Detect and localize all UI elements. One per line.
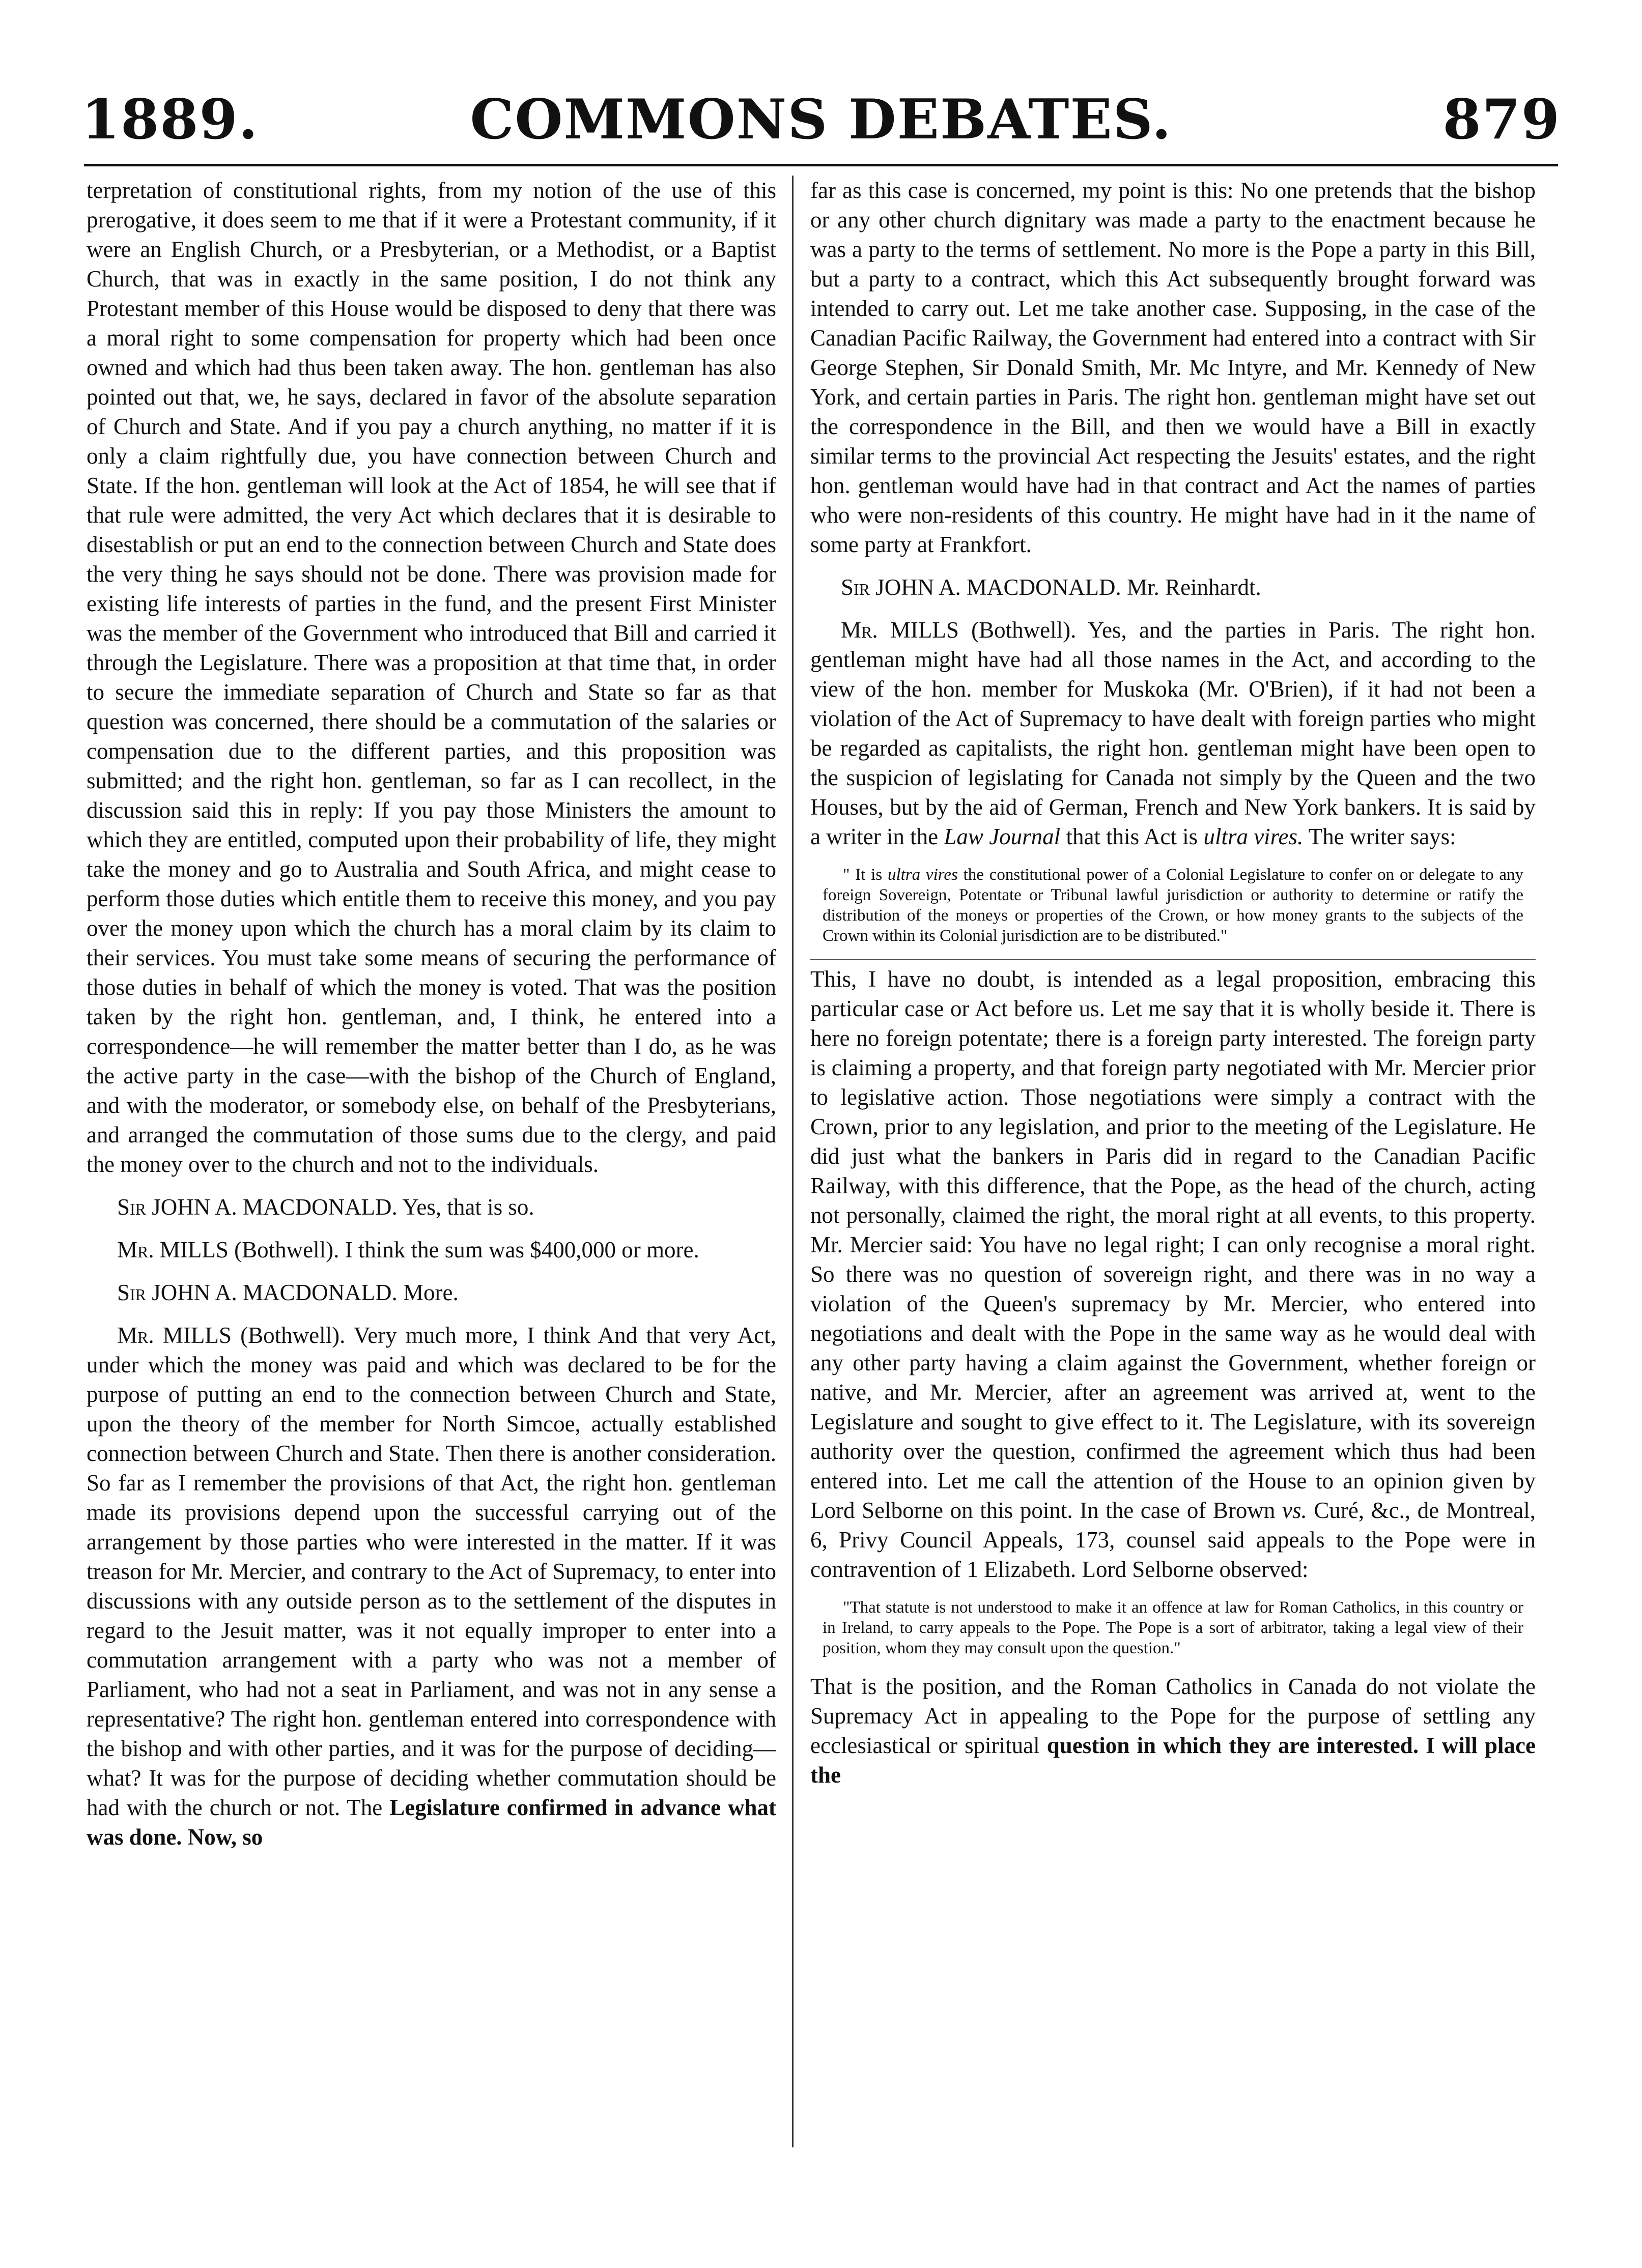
block-quote-2: "That statute is not understood to make it an offence at law for Roman Catholics, in this country or in Ireland, to carry appeals to the Pope. The Pope is a sort of arbitrator, taking a legal view of their position, whom they may consult upon the question." <box>823 1598 1523 1657</box>
left-paragraph-5 <box>87 1320 776 1852</box>
speech-text: (Bothwell). Yes, and the parties in Paris. The right hon. gentleman might have had all those names in the Act, and according to the view of the hon. member for Muskoka (Mr. O'Brien), if it had not been a violation of the Act of Supremacy to have dealt with foreign parties who might be regarded as capitalists, the right hon. gentleman might have been open to the suspicion of legislating for Canada not simply by the Queen and the two Houses, but by the aid of German, French and New York bankers. It is said by a writer in the <box>810 617 1536 849</box>
right-paragraph-4 <box>810 964 1536 1584</box>
speaker-name: Mr. MILLS <box>841 617 959 643</box>
speech-text: (Bothwell). I think the sum was $400,000 or more. <box>234 1237 699 1262</box>
left-paragraph-2 <box>87 1192 776 1222</box>
header-page-number: 879 <box>1442 88 1561 152</box>
header-year: 1889. <box>81 88 259 152</box>
speech-text: That is the position, and the Roman Catholics in Canada do not violate the Supremacy Act in appealing to the Pope for the purpose of settling any ecclesiastical or spiritual <box>810 1674 1536 1758</box>
speaker-name: Mr. MILLS <box>117 1237 229 1262</box>
speech-text: that this Act is <box>1066 824 1198 849</box>
speaker-name: Sir JOHN A. MACDONALD. <box>117 1194 398 1220</box>
speech-text: This, I have no doubt, is intended as a legal proposition, embracing this particular case or Act before us. Let me say that it is wholly beside it. There is here no foreign potentate; there is a foreign party interested. The foreign party is claiming a property, and that foreign party negotiated with Mr. Mercier prior to legislative action. Those negotiations were simply a contract with the Crown, prior to any legislation, and prior to the meeting of the Legislature. He did just what the bankers in Paris did in regard to the Canadian Pacific Railway, with this difference, that the Pope, as the head of the church, acting not personally, claimed the right, the moral right at all events, to this property. Mr. Mercier said: You have no legal right; I can only recognise a moral right. So there was no question of sovereign right, and there was in no way a violation of the Queen's supremacy by Mr. Mercier, who entered into negotiations and dealt with the Pope in the same way as he would deal with any other party having a claim against the Government, whether foreign or native, and Mr. Mercier, after an agreement was arrived at, went to the Legislature and sought to give effect to it. The Legislature, with its sovereign authority over the question, confirmed the agreement which thus had been entered into. Let me call the attention of the House to an opinion given by Lord Selborne on this point. In the case of Brown <box>810 966 1536 1523</box>
speech-text: Curé, &c., de Montreal, 6, Privy Council Appeals, 173, counsel said appeals to the Pope were in contravention of 1 Elizabeth. Lord Selborne observed: <box>810 1498 1536 1582</box>
quote-rule <box>810 959 1536 960</box>
quote-text: the constitutional power of a Colonial Legislature to confer on or delegate to any foreign Sovereign, Potentate or Tribunal lawful jurisdiction or authority to determine or ratify the distribution of the moneys or properties of the Crown, or how money grants to the subjects of the Crown within its Colonial jurisdiction are to be distributed." <box>823 866 1524 945</box>
header-rule <box>84 164 1558 166</box>
speech-text-bold: question in which they are interested. I will place the <box>810 1733 1536 1788</box>
speech-text: The writer says: <box>1308 824 1456 849</box>
left-column <box>87 176 776 2150</box>
page-header <box>81 84 1561 155</box>
speech-text: Mr. Reinhardt. <box>1127 575 1261 600</box>
right-paragraph-2 <box>810 572 1536 602</box>
speech-text: Yes, that is so. <box>402 1194 534 1220</box>
latin-phrase: ultra vires. <box>1203 824 1304 849</box>
speaker-name: Mr. MILLS <box>117 1323 232 1348</box>
journal-name: Law Journal <box>944 824 1061 849</box>
left-paragraph-1: terpretation of constitutional rights, from my notion of the use of this prerogative, it does seem to me that if it were a Protestant community, if it were an English Church, or a Presbyterian, or a Methodist, or a Baptist Church, that was in exactly in the same position, I do not think any Protestant member of this House would be disposed to deny that there was a moral right to some compensation for property which had been once owned and which had thus been taken away. The hon. gentleman has also pointed out that, we, he says, declared in favor of the absolute separation of Church and State. And if you pay a church anything, no matter if it is only a claim rightfully due, you have connection between Church and State. If the hon. gentleman will look at the Act of 1854, he will see that if that rule were admitted, the very Act which declares that it is desirable to disestablish or put an end to the connection between Church and State does the very thing he says should not be done. There was provision made for existing life interests of parties in the fund, and the present First Minister was the member of the Government who introduced that Bill and carried it through the Legislature. There was a proposition at that time that, in order to secure the immediate separation of Church and State so far as that question was concerned, there should be a commutation of the salaries or compensation due to the different parties, and this proposition was submitted; and the right hon. gentleman, so far as I can recollect, in the discussion said this in reply: If you pay those Ministers the amount to which they are entitled, computed upon their probability of life, they might take the money and go to Australia and South Africa, and might cease to perform those duties which entitle them to receive this money, and you pay over the money upon which the church has a moral claim by its claim to their services. You must take some means of securing the performance of those duties in behalf of which the money is voted. That was the position taken by the right hon. gentleman, and, I think, he entered into a correspondence—he will remember the matter better than I do, as he was the active party in the case—with the bishop of the Church of England, and with the moderator, or somebody else, on behalf of the Presbyterians, and arranged the commutation of those sums due to the clergy, and paid the money over to the church and not to the individuals. <box>87 178 776 1177</box>
speaker-name: Sir JOHN A. MACDONALD. <box>117 1280 398 1305</box>
latin-phrase: vs. <box>1282 1498 1307 1523</box>
quote-text: " It is <box>843 866 883 884</box>
latin-phrase: ultra vires <box>887 866 958 884</box>
right-paragraph-3 <box>810 615 1536 851</box>
speech-text: More. <box>403 1280 459 1305</box>
speech-text-bold: Legislature confirmed in advance what was done. Now, so <box>87 1795 776 1850</box>
right-paragraph-1: far as this case is concerned, my point is this: No one pretends that the bishop or any other church dignitary was made a party to the enactment because he was a party to the terms of settlement. No more is the Pope a party in this Bill, but a party to a contract, which this Act subsequently brought forward was intended to carry out. Let me take another case. Supposing, in the case of the Canadian Pacific Railway, the Government had entered into a contract with Sir George Stephen, Sir Donald Smith, Mr. Mc Intyre, and Mr. Kennedy of New York, and certain parties in Paris. The right hon. gentleman might have set out the correspondence in the Bill, and then we would have a Bill in exactly similar terms to the provincial Act respecting the Jesuits' estates, and the right hon. gentleman would have had in that contract and Act the names of parties who were non-residents of this country. He might have had in it the name of some party at Frankfort. <box>810 178 1536 557</box>
header-title: COMMONS DEBATES. <box>470 88 1172 152</box>
column-divider <box>792 176 794 2147</box>
right-paragraph-5 <box>810 1672 1536 1790</box>
left-paragraph-3 <box>87 1235 776 1265</box>
left-paragraph-4 <box>87 1278 776 1307</box>
speaker-name: Sir JOHN A. MACDONALD. <box>841 575 1121 600</box>
block-quote-1 <box>823 865 1523 946</box>
speech-text: (Bothwell). Very much more, I think And that very Act, under which the money was paid and which was declared to be for the purpose of putting an end to the connection between Church and State, upon the theory of the member for North Simcoe, actually established connection between Church and State. Then there is another consideration. So far as I remember the provisions of that Act, the right hon. gentleman made its provisions depend upon the successful carrying out of the arrangement by those parties who were interested in the matter. If it was treason for Mr. Mercier, and contrary to the Act of Supremacy, to enter into discussions with any outside person as to the settlement of the disputes in regard to the Jesuit matter, was it not equally improper to enter into a commutation arrangement with a party who was not a member of Parliament, who had not a seat in Parliament, and was not in any sense a representative? The right hon. gentleman entered into correspondence with the bishop and with other parties, and it was for the purpose of deciding—what? It was for the purpose of deciding whether commutation should be had with the church or not. The <box>87 1323 776 1820</box>
right-column <box>810 176 1536 2150</box>
